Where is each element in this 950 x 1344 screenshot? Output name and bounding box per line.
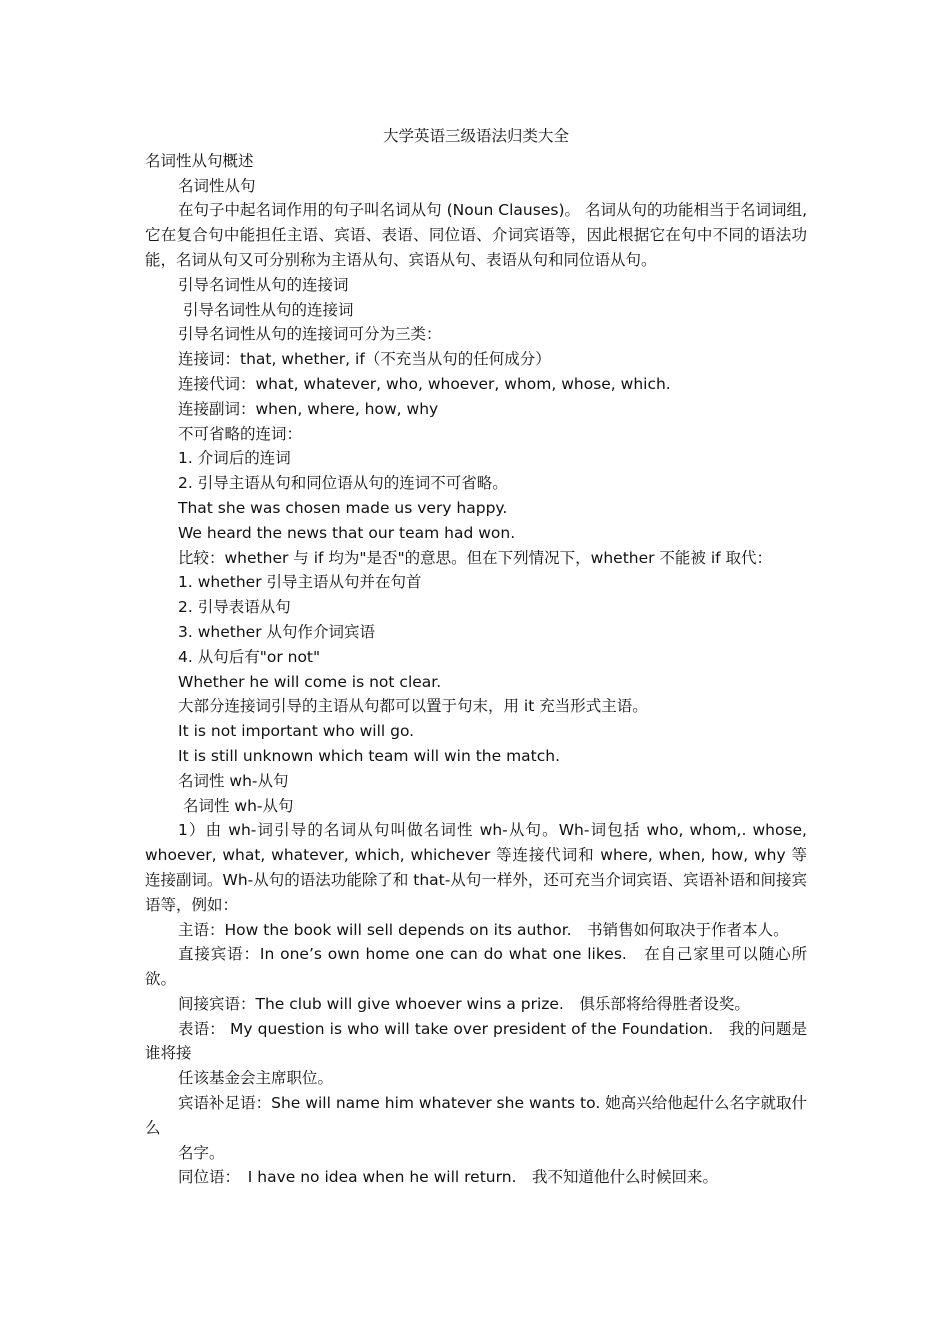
example-line: 主语：How the book will sell depends on its author. 书销售如何取决于作者本人。 — [178, 920, 789, 939]
example-line: 直接宾语：In one’s own home one can do what one likes. 在自己家里可以随心所欲。 — [145, 945, 807, 989]
example-sentence: Whether he will come is not clear. — [178, 672, 442, 691]
list-item: 2. 引导主语从句和同位语从句的连词不可省略。 — [178, 474, 508, 493]
text-line: 引导名词性从句的连接词可分为三类： — [178, 325, 442, 344]
example-sentence: It is not important who will go. — [178, 722, 415, 741]
list-item: 4. 从句后有"or not" — [178, 647, 321, 666]
example-line: 任该基金会主席职位。 — [178, 1069, 334, 1088]
subheading: 名词性 wh-从句 — [183, 796, 294, 815]
list-item: 1. 介词后的连词 — [178, 449, 291, 468]
text-line: 连接代词：what, whatever, who, whoever, whom, whose, which. — [178, 374, 671, 393]
example-line: 表语： My question is who will take over president of the Foundation. 我的问题是谁将接 — [145, 1019, 807, 1063]
example-line: 宾语补足语：She will name him whatever she wants to. 她高兴给他起什么名字就取什么 — [145, 1094, 807, 1137]
text-line: 不可省略的连词： — [178, 424, 303, 443]
subheading: 名词性 wh-从句 — [178, 771, 289, 790]
text-line: 比较：whether 与 if 均为"是否"的意思。但在下列情况下，whether 不能被 if 取代： — [178, 548, 773, 567]
example-line: 名字。 — [178, 1143, 225, 1162]
text-line: 大部分连接词引导的主语从句都可以置于句末，用 it 充当形式主语。 — [178, 697, 648, 716]
example-sentence: It is still unknown which team will win the match. — [178, 746, 561, 765]
text-line: 连接词：that, whether, if（不充当从句的任何成分） — [178, 350, 551, 369]
subheading: 引导名词性从句的连接词 — [183, 300, 354, 319]
subheading: 名词性从句 — [178, 176, 256, 195]
paragraph: 1）由 wh-词引导的名词从句叫做名词性 wh-从句。Wh-词包括 who, whom,. whose, whoever, what, whatever, which, whichever 等连接代词和 where, when, how, why 等连接副词。Wh-从句的语法功能除了和 that-从句一样外，还可充当介词宾语、宾语补语和间接宾语等，例如： — [145, 821, 807, 914]
paragraph: 在句子中起名词作用的句子叫名词从句 (Noun Clauses)。 名词从句的功能相当于名词词组, 它在复合句中能担任主语、宾语、表语、同位语、介词宾语等，因此根据它在句中不同的语法功能，名词从句又可分别称为主语从句、宾语从句、表语从句和同位语从句。 — [145, 201, 807, 269]
example-sentence: We heard the news that our team had won. — [178, 523, 516, 542]
list-item: 1. whether 引导主语从句并在句首 — [178, 573, 422, 592]
list-item: 2. 引导表语从句 — [178, 598, 291, 617]
subheading: 引导名词性从句的连接词 — [178, 275, 349, 294]
text-line: 连接副词：when, where, how, why — [178, 399, 439, 418]
document-page — [145, 124, 807, 1190]
example-line: 间接宾语：The club will give whoever wins a prize. 俱乐部将给得胜者设奖。 — [178, 994, 750, 1013]
section-heading: 名词性从句概述 — [145, 151, 254, 170]
list-item: 3. whether 从句作介词宾语 — [178, 622, 375, 641]
example-sentence: That she was chosen made us very happy. — [178, 498, 508, 517]
document-title: 大学英语三级语法归类大全 — [382, 127, 569, 145]
example-line: 同位语： I have no idea when he will return. 我不知道他什么时候回来。 — [178, 1168, 718, 1187]
